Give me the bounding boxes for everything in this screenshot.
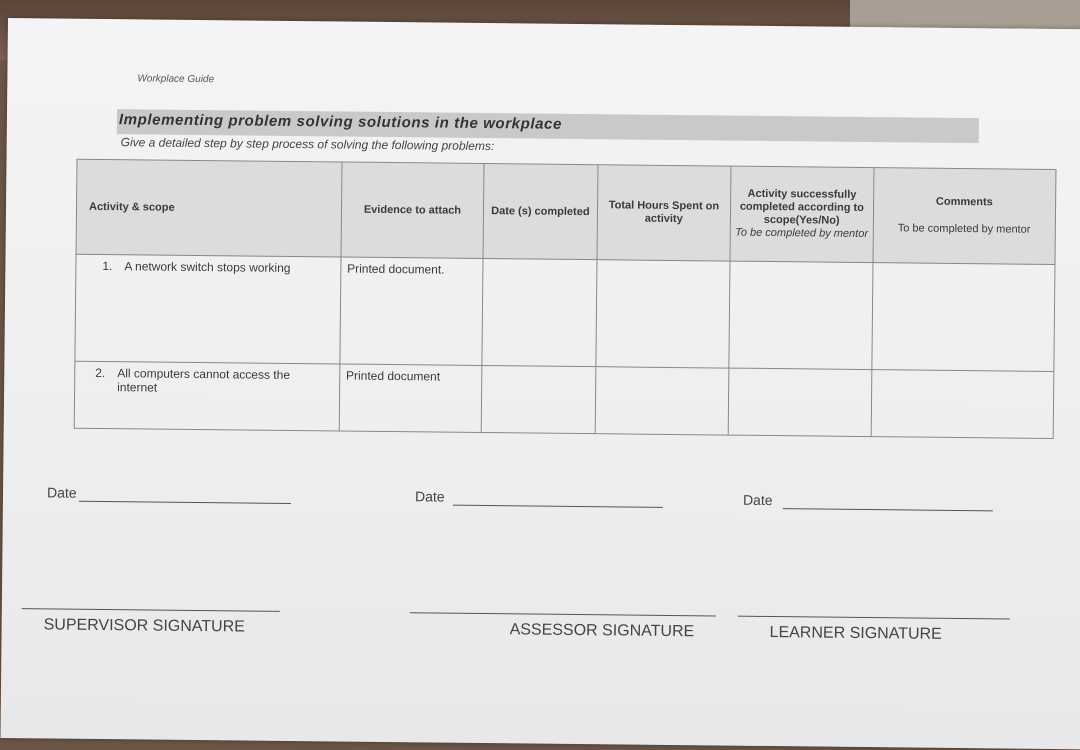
comments-cell[interactable]: [871, 370, 1054, 439]
date-cell[interactable]: [482, 258, 597, 366]
learner-signature-line[interactable]: [738, 616, 1010, 620]
activity-text: All computers cannot access the internet: [117, 366, 291, 395]
date-label-supervisor: Date: [46, 484, 77, 501]
activity-table: [74, 159, 1057, 439]
date-label-learner: Date: [742, 491, 773, 509]
assessor-signature-line[interactable]: [410, 612, 716, 616]
assessor-signature-label: ASSESSOR SIGNATURE: [509, 621, 695, 641]
comments-cell[interactable]: [871, 263, 1055, 372]
evidence-cell: Printed document.: [340, 257, 484, 365]
row-number: 2.: [95, 365, 106, 381]
table-row: [75, 254, 1055, 371]
document-page: [0, 18, 1080, 750]
activity-text: A network switch stops working: [124, 259, 291, 275]
date-cell[interactable]: [481, 365, 595, 433]
header-activity-scope: Activity & scope: [76, 159, 342, 257]
table-header-row: [76, 159, 1056, 264]
learner-signature-label: LEARNER SIGNATURE: [769, 624, 942, 643]
date-label-assessor: Date: [414, 488, 445, 505]
page-title: Implementing problem solving solutions in the workplace: [118, 111, 563, 133]
table-row: [74, 361, 1054, 438]
instructions-text: Give a detailed step by step process of solving the following problems:: [120, 135, 495, 154]
header-comments-note: To be completed by mentor: [897, 222, 1031, 236]
activity-cell: [74, 361, 339, 431]
hours-cell[interactable]: [595, 367, 729, 435]
header-success-main: Activity successfully completed according to scope(Yes/No): [739, 187, 864, 227]
row-number: 1.: [102, 259, 113, 274]
header-comments: [873, 168, 1056, 265]
supervisor-signature-label: SUPERVISOR SIGNATURE: [43, 616, 245, 636]
date-line-learner[interactable]: [783, 508, 993, 511]
header-comments-label: Comments: [935, 195, 993, 209]
header-evidence: Evidence to attach: [341, 162, 484, 258]
activity-cell: [75, 254, 341, 364]
header-total-hours: Total Hours Spent on activity: [597, 165, 731, 261]
hours-cell[interactable]: [596, 260, 731, 368]
success-cell[interactable]: [729, 261, 873, 369]
date-line-assessor[interactable]: [453, 505, 663, 508]
header-activity-success: [730, 166, 873, 262]
header-success-note: To be completed by mentor: [735, 226, 869, 241]
success-cell[interactable]: [728, 368, 871, 436]
date-line-supervisor[interactable]: [79, 501, 291, 504]
header-date-completed: Date (s) completed: [483, 163, 597, 259]
workplace-guide-label: Workplace Guide: [137, 73, 215, 86]
evidence-cell: Printed document: [339, 364, 482, 432]
supervisor-signature-line[interactable]: [22, 608, 280, 612]
